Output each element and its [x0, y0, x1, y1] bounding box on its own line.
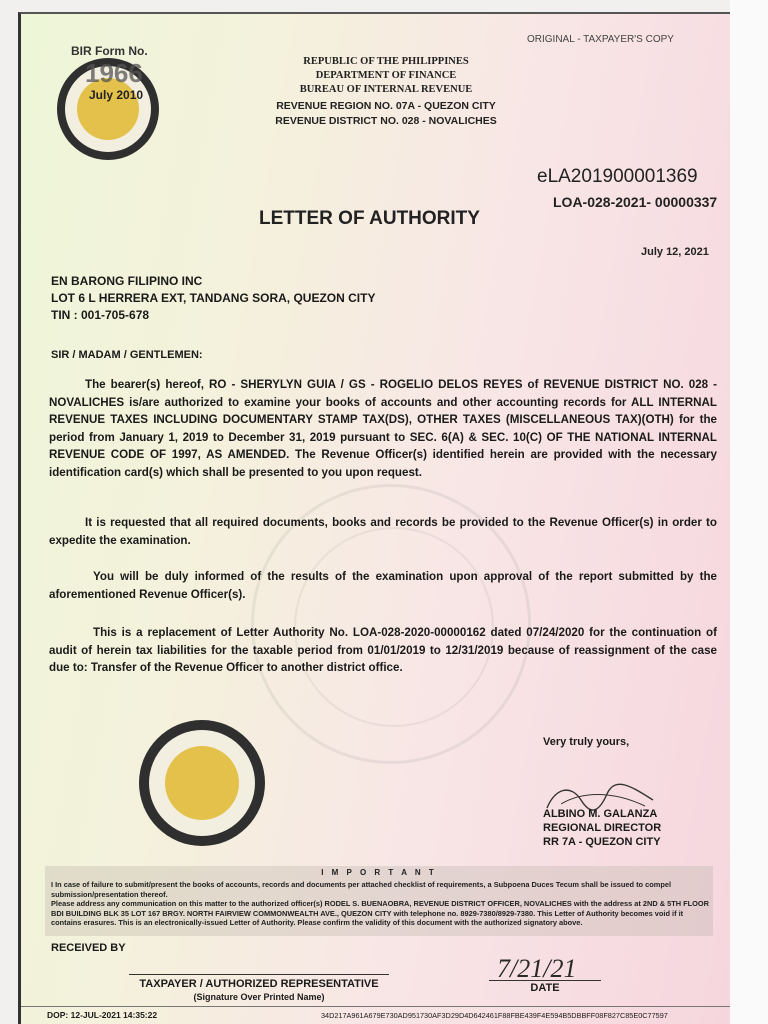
loa-number: LOA-028-2021- 00000337 [553, 194, 718, 210]
bir-seal-lower-icon [139, 720, 265, 846]
ela-number: eLA201900001369 [537, 166, 698, 187]
rep-line [129, 974, 389, 975]
page-title: LETTER OF AUTHORITY [259, 208, 480, 229]
handwritten-date: 7/21/21 [497, 954, 577, 983]
rep-label: TAXPAYER / AUTHORIZED REPRESENTATIVE [139, 978, 379, 990]
received-label: RECEIVED BY [51, 942, 126, 954]
addressee-tin: TIN : 001-705-678 [51, 308, 150, 322]
signatory-name: ALBINO M. GALANZA [543, 808, 658, 820]
footer-divider [21, 1006, 730, 1007]
page-edge [730, 0, 768, 1024]
district-line: REVENUE DISTRICT NO. 028 - NOVALICHES [275, 115, 497, 127]
addressee-name: EN BARONG FILIPINO INC [51, 274, 203, 288]
footer-dop: DOP: 12-JUL-2021 14:35:22 [47, 1010, 158, 1020]
salutation: SIR / MADAM / GENTLEMEN: [51, 349, 203, 361]
republic-line: REPUBLIC OF THE PHILIPPINES [303, 56, 469, 67]
region-line: REVENUE REGION NO. 07A - QUEZON CITY [276, 100, 496, 112]
department-line: DEPARTMENT OF FINANCE [315, 70, 457, 81]
important-box [45, 866, 713, 936]
date-label: DATE [530, 982, 560, 994]
form-number: 1966 [85, 58, 143, 88]
body-paragraph-2: It is requested that all required documents, books and records be provided to the Revenue Officer(s) in order to expedite the examination. [49, 516, 717, 547]
copy-label: ORIGINAL - TAXPAYER'S COPY [527, 34, 674, 45]
addressee-address: LOT 6 L HERRERA EXT, TANDANG SORA, QUEZON CITY [51, 291, 376, 305]
body-paragraph-3: You will be duly informed of the results of the examination upon approval of the report submitted by the aforementioned Revenue Officer(s). [49, 570, 717, 601]
date-line [489, 980, 601, 981]
body-paragraph-4: This is a replacement of Letter Authority No. LOA-028-2020-00000162 dated 07/24/2020 for the continuation of audit of herein tax liabilities for the taxable period from 01/01/2019 to 12/31/2019 because of reassignment of the case due to: Transfer of the Revenue Officer to another district office. [49, 626, 717, 674]
rep-sub: (Signature Over Printed Name) [193, 992, 325, 1002]
important-note-2: Please address any communication on this matter to the authorized officer(s) RODEL S. BUENAOBRA, REVENUE DISTRICT OFFICER, NOVALICHES with the address at 2ND & 5TH FLOOR BDI BUILDING BLK 35 LOT 167 BRGY. NORTH FAIRVIEW COMMONWEALTH AVE., QUEZON CITY with telephone no. 8929-7380/8929-7380. This Letter of Authority becomes void if it contains erasures. This is an electronically-issued Letter of Authority. Please confirm the validity of this document with the authorized signatory above. [51, 899, 709, 928]
important-note-1: I In case of failure to submit/present the books of accounts, records and documents per attached checklist of requirements, a Subpoena Duces Tecum shall be issued to compel submission/presentation thereof. [51, 880, 672, 899]
form-date: July 2010 [89, 88, 144, 102]
form-label: BIR Form No. [71, 44, 148, 58]
footer-hash: 34D217A961A679E730AD951730AF3D29D4D642461F88FBE439F4E594B5DBBFF08F827C85E0C77597 [321, 1011, 668, 1020]
signatory-office: RR 7A - QUEZON CITY [543, 836, 661, 848]
important-title: I M P O R T A N T [321, 868, 437, 877]
letter-date: July 12, 2021 [641, 246, 709, 258]
bureau-line: BUREAU OF INTERNAL REVENUE [299, 84, 473, 95]
letter-sheet [18, 12, 730, 1024]
closing: Very truly yours, [543, 736, 630, 748]
important-notes [51, 880, 709, 928]
signatory-position: REGIONAL DIRECTOR [543, 822, 662, 834]
body-paragraph-1: The bearer(s) hereof, RO - SHERYLYN GUIA / GS - ROGELIO DELOS REYES of REVENUE DISTRICT NO. 028 - NOVALICHES is/are authorized to examine your books of accounts and other accounting records for ALL INTERNAL REVENUE TAXES INCLUDING DOCUMENTARY STAMP TAX(DS), OTHER TAXES (MISCELLANEOUS TAX)(OTH) for the period from January 1, 2019 to December 31, 2019 pursuant to SEC. 6(A) & SEC. 10(C) OF THE NATIONAL INTERNAL REVENUE CODE OF 1997, AS AMENDED. The Revenue Officer(s) identified herein are provided with the necessary identification card(s) which shall be presented to you upon request. [49, 378, 717, 479]
